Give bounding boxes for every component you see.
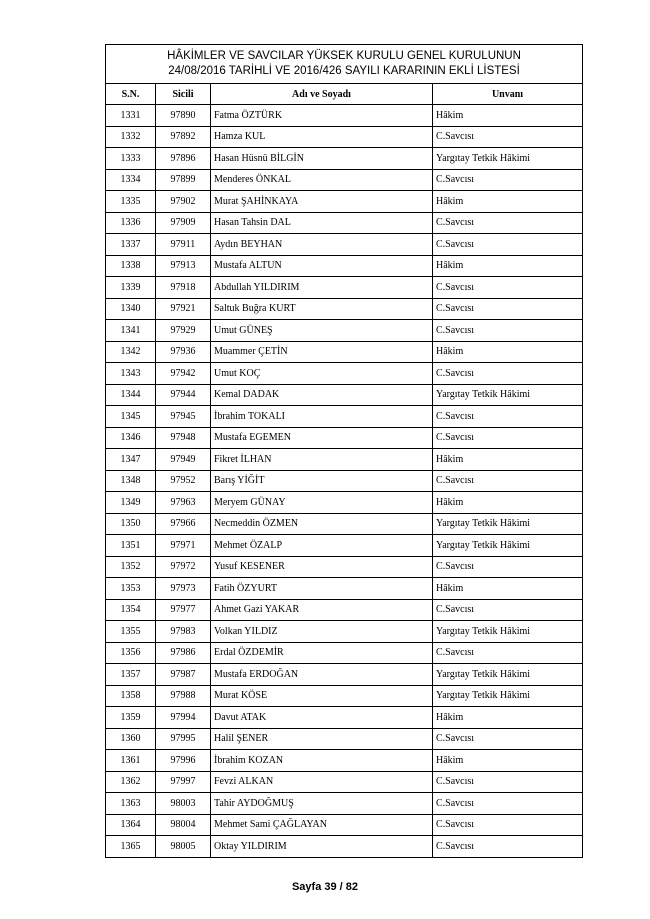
cell-name: Fatma ÖZTÜRK (211, 105, 433, 127)
cell-sn: 1347 (106, 449, 156, 471)
table-row (106, 685, 583, 707)
cell-title: Hâkim (433, 191, 583, 213)
table-row (106, 406, 583, 428)
table-row (106, 277, 583, 299)
cell-name: Davut ATAK (211, 707, 433, 729)
cell-sn: 1346 (106, 427, 156, 449)
cell-name: Fatih ÖZYURT (211, 578, 433, 600)
cell-sicil: 97945 (156, 406, 211, 428)
cell-sicil: 97949 (156, 449, 211, 471)
cell-sn: 1340 (106, 298, 156, 320)
table-row (106, 191, 583, 213)
cell-sn: 1355 (106, 621, 156, 643)
table-row (106, 212, 583, 234)
cell-title: C.Savcısı (433, 599, 583, 621)
cell-title: Yargıtay Tetkik Hâkimi (433, 621, 583, 643)
cell-sicil: 97987 (156, 664, 211, 686)
cell-sicil: 97966 (156, 513, 211, 535)
cell-sn: 1333 (106, 148, 156, 170)
table-row (106, 363, 583, 385)
cell-sn: 1353 (106, 578, 156, 600)
cell-sicil: 97936 (156, 341, 211, 363)
table-body (106, 105, 583, 858)
cell-title: Hâkim (433, 578, 583, 600)
cell-sicil: 97972 (156, 556, 211, 578)
cell-sicil: 97918 (156, 277, 211, 299)
cell-sicil: 97909 (156, 212, 211, 234)
cell-sn: 1336 (106, 212, 156, 234)
cell-name: Yusuf KESENER (211, 556, 433, 578)
cell-name: Menderes ÖNKAL (211, 169, 433, 191)
cell-title: C.Savcısı (433, 363, 583, 385)
cell-title: C.Savcısı (433, 836, 583, 858)
cell-title: Hâkim (433, 492, 583, 514)
cell-name: Barış YİĞİT (211, 470, 433, 492)
cell-sicil: 97913 (156, 255, 211, 277)
cell-sicil: 98003 (156, 793, 211, 815)
cell-title: Hâkim (433, 341, 583, 363)
cell-sn: 1332 (106, 126, 156, 148)
cell-title: C.Savcısı (433, 793, 583, 815)
cell-name: İbrahim TOKALI (211, 406, 433, 428)
cell-sicil: 97942 (156, 363, 211, 385)
table-row (106, 814, 583, 836)
cell-name: Saltuk Buğra KURT (211, 298, 433, 320)
cell-sicil: 97971 (156, 535, 211, 557)
cell-sn: 1356 (106, 642, 156, 664)
cell-sn: 1365 (106, 836, 156, 858)
cell-sn: 1358 (106, 685, 156, 707)
cell-sn: 1339 (106, 277, 156, 299)
cell-sn: 1345 (106, 406, 156, 428)
cell-name: Fikret İLHAN (211, 449, 433, 471)
cell-name: Volkan YILDIZ (211, 621, 433, 643)
cell-name: Abdullah YILDIRIM (211, 277, 433, 299)
cell-sn: 1351 (106, 535, 156, 557)
cell-name: Meryem GÜNAY (211, 492, 433, 514)
page-number: Sayfa 39 / 82 (291, 881, 359, 893)
table-row (106, 449, 583, 471)
cell-title: Hâkim (433, 105, 583, 127)
cell-name: Hasan Tahsin DAL (211, 212, 433, 234)
column-header-sicil: Sicili (156, 84, 211, 105)
cell-name: Kemal DADAK (211, 384, 433, 406)
cell-name: Oktay YILDIRIM (211, 836, 433, 858)
table-row (106, 298, 583, 320)
cell-title: Hâkim (433, 707, 583, 729)
cell-sicil: 97911 (156, 234, 211, 256)
cell-title: C.Savcısı (433, 320, 583, 342)
column-header-name: Adı ve Soyadı (211, 84, 433, 105)
cell-name: Hamza KUL (211, 126, 433, 148)
cell-sicil: 97899 (156, 169, 211, 191)
cell-title: C.Savcısı (433, 169, 583, 191)
cell-name: Umut GÜNEŞ (211, 320, 433, 342)
cell-name: Mehmet ÖZALP (211, 535, 433, 557)
cell-title: C.Savcısı (433, 556, 583, 578)
cell-title: Hâkim (433, 255, 583, 277)
cell-title: C.Savcısı (433, 234, 583, 256)
cell-title: C.Savcısı (433, 771, 583, 793)
cell-name: Fevzi ALKAN (211, 771, 433, 793)
cell-sicil: 97988 (156, 685, 211, 707)
cell-sicil: 97902 (156, 191, 211, 213)
table-row (106, 707, 583, 729)
cell-title: Yargıtay Tetkik Hâkimi (433, 685, 583, 707)
cell-name: Tahir AYDOĞMUŞ (211, 793, 433, 815)
cell-title: Yargıtay Tetkik Hâkimi (433, 664, 583, 686)
cell-name: Necmeddin ÖZMEN (211, 513, 433, 535)
cell-sn: 1349 (106, 492, 156, 514)
column-header-sn: S.N. (106, 84, 156, 105)
cell-name: Umut KOÇ (211, 363, 433, 385)
table-row (106, 621, 583, 643)
cell-title: C.Savcısı (433, 126, 583, 148)
cell-name: Aydın BEYHAN (211, 234, 433, 256)
cell-name: Mustafa ERDOĞAN (211, 664, 433, 686)
cell-title: C.Savcısı (433, 406, 583, 428)
table-row (106, 728, 583, 750)
cell-sicil: 97996 (156, 750, 211, 772)
table-row (106, 126, 583, 148)
cell-title: Yargıtay Tetkik Hâkimi (433, 384, 583, 406)
table-row (106, 556, 583, 578)
table-row (106, 492, 583, 514)
cell-sn: 1359 (106, 707, 156, 729)
cell-sicil: 97929 (156, 320, 211, 342)
cell-sn: 1357 (106, 664, 156, 686)
cell-sicil: 97986 (156, 642, 211, 664)
table-row (106, 599, 583, 621)
table-row (106, 470, 583, 492)
cell-sn: 1337 (106, 234, 156, 256)
cell-title: C.Savcısı (433, 814, 583, 836)
cell-sicil: 97995 (156, 728, 211, 750)
table-row (106, 836, 583, 858)
cell-sn: 1342 (106, 341, 156, 363)
cell-title: C.Savcısı (433, 212, 583, 234)
cell-sn: 1361 (106, 750, 156, 772)
table-row (106, 105, 583, 127)
table-row (106, 255, 583, 277)
table-title (106, 45, 583, 84)
cell-sn: 1363 (106, 793, 156, 815)
table-row (106, 642, 583, 664)
table-row (106, 793, 583, 815)
cell-sicil: 97948 (156, 427, 211, 449)
cell-name: Mustafa EGEMEN (211, 427, 433, 449)
cell-name: Erdal ÖZDEMİR (211, 642, 433, 664)
cell-title: C.Savcısı (433, 427, 583, 449)
table-row (106, 320, 583, 342)
cell-sn: 1354 (106, 599, 156, 621)
table-row (106, 148, 583, 170)
cell-sn: 1362 (106, 771, 156, 793)
table-row (106, 664, 583, 686)
cell-name: Halil ŞENER (211, 728, 433, 750)
cell-title: Hâkim (433, 750, 583, 772)
cell-sn: 1338 (106, 255, 156, 277)
column-header-row (106, 84, 583, 105)
table-row (106, 535, 583, 557)
table-title-line-1: HÂKİMLER VE SAVCILAR YÜKSEK KURULU GENEL KURULUNUN (167, 50, 521, 62)
cell-sicil: 98005 (156, 836, 211, 858)
cell-sn: 1334 (106, 169, 156, 191)
cell-sn: 1344 (106, 384, 156, 406)
cell-name: Ahmet Gazi YAKAR (211, 599, 433, 621)
cell-title: Yargıtay Tetkik Hâkimi (433, 148, 583, 170)
cell-sn: 1348 (106, 470, 156, 492)
cell-sn: 1343 (106, 363, 156, 385)
cell-sn: 1331 (106, 105, 156, 127)
cell-sicil: 97944 (156, 384, 211, 406)
table-title-line-2: 24/08/2016 TARİHLİ VE 2016/426 SAYILI KARARININ EKLİ LİSTESİ (168, 65, 520, 77)
cell-sicil: 97977 (156, 599, 211, 621)
cell-title: Yargıtay Tetkik Hâkimi (433, 535, 583, 557)
personnel-table (105, 44, 583, 858)
table-row (106, 234, 583, 256)
table-row (106, 750, 583, 772)
cell-sicil: 97963 (156, 492, 211, 514)
cell-name: Muammer ÇETİN (211, 341, 433, 363)
cell-sicil: 97973 (156, 578, 211, 600)
cell-title: C.Savcısı (433, 277, 583, 299)
cell-name: İbrahim KOZAN (211, 750, 433, 772)
cell-sn: 1341 (106, 320, 156, 342)
table-row (106, 578, 583, 600)
cell-title: C.Savcısı (433, 298, 583, 320)
cell-sicil: 98004 (156, 814, 211, 836)
table-row (106, 771, 583, 793)
cell-sicil: 97921 (156, 298, 211, 320)
cell-sicil: 97997 (156, 771, 211, 793)
cell-sicil: 97896 (156, 148, 211, 170)
table-row (106, 513, 583, 535)
cell-title: C.Savcısı (433, 470, 583, 492)
table-row (106, 384, 583, 406)
cell-title: Yargıtay Tetkik Hâkimi (433, 513, 583, 535)
cell-name: Murat KÖSE (211, 685, 433, 707)
cell-sicil: 97952 (156, 470, 211, 492)
cell-name: Mustafa ALTUN (211, 255, 433, 277)
cell-sn: 1360 (106, 728, 156, 750)
cell-sicil: 97890 (156, 105, 211, 127)
cell-sn: 1335 (106, 191, 156, 213)
cell-sicil: 97983 (156, 621, 211, 643)
table-row (106, 341, 583, 363)
cell-name: Mehmet Sami ÇAĞLAYAN (211, 814, 433, 836)
cell-sicil: 97994 (156, 707, 211, 729)
table-row (106, 427, 583, 449)
cell-title: Hâkim (433, 449, 583, 471)
cell-sn: 1364 (106, 814, 156, 836)
cell-title: C.Savcısı (433, 642, 583, 664)
cell-name: Hasan Hüsnü BİLGİN (211, 148, 433, 170)
cell-sicil: 97892 (156, 126, 211, 148)
cell-sn: 1352 (106, 556, 156, 578)
column-header-title: Unvanı (433, 84, 583, 105)
cell-title: C.Savcısı (433, 728, 583, 750)
cell-sn: 1350 (106, 513, 156, 535)
cell-name: Murat ŞAHİNKAYA (211, 191, 433, 213)
table-row (106, 169, 583, 191)
